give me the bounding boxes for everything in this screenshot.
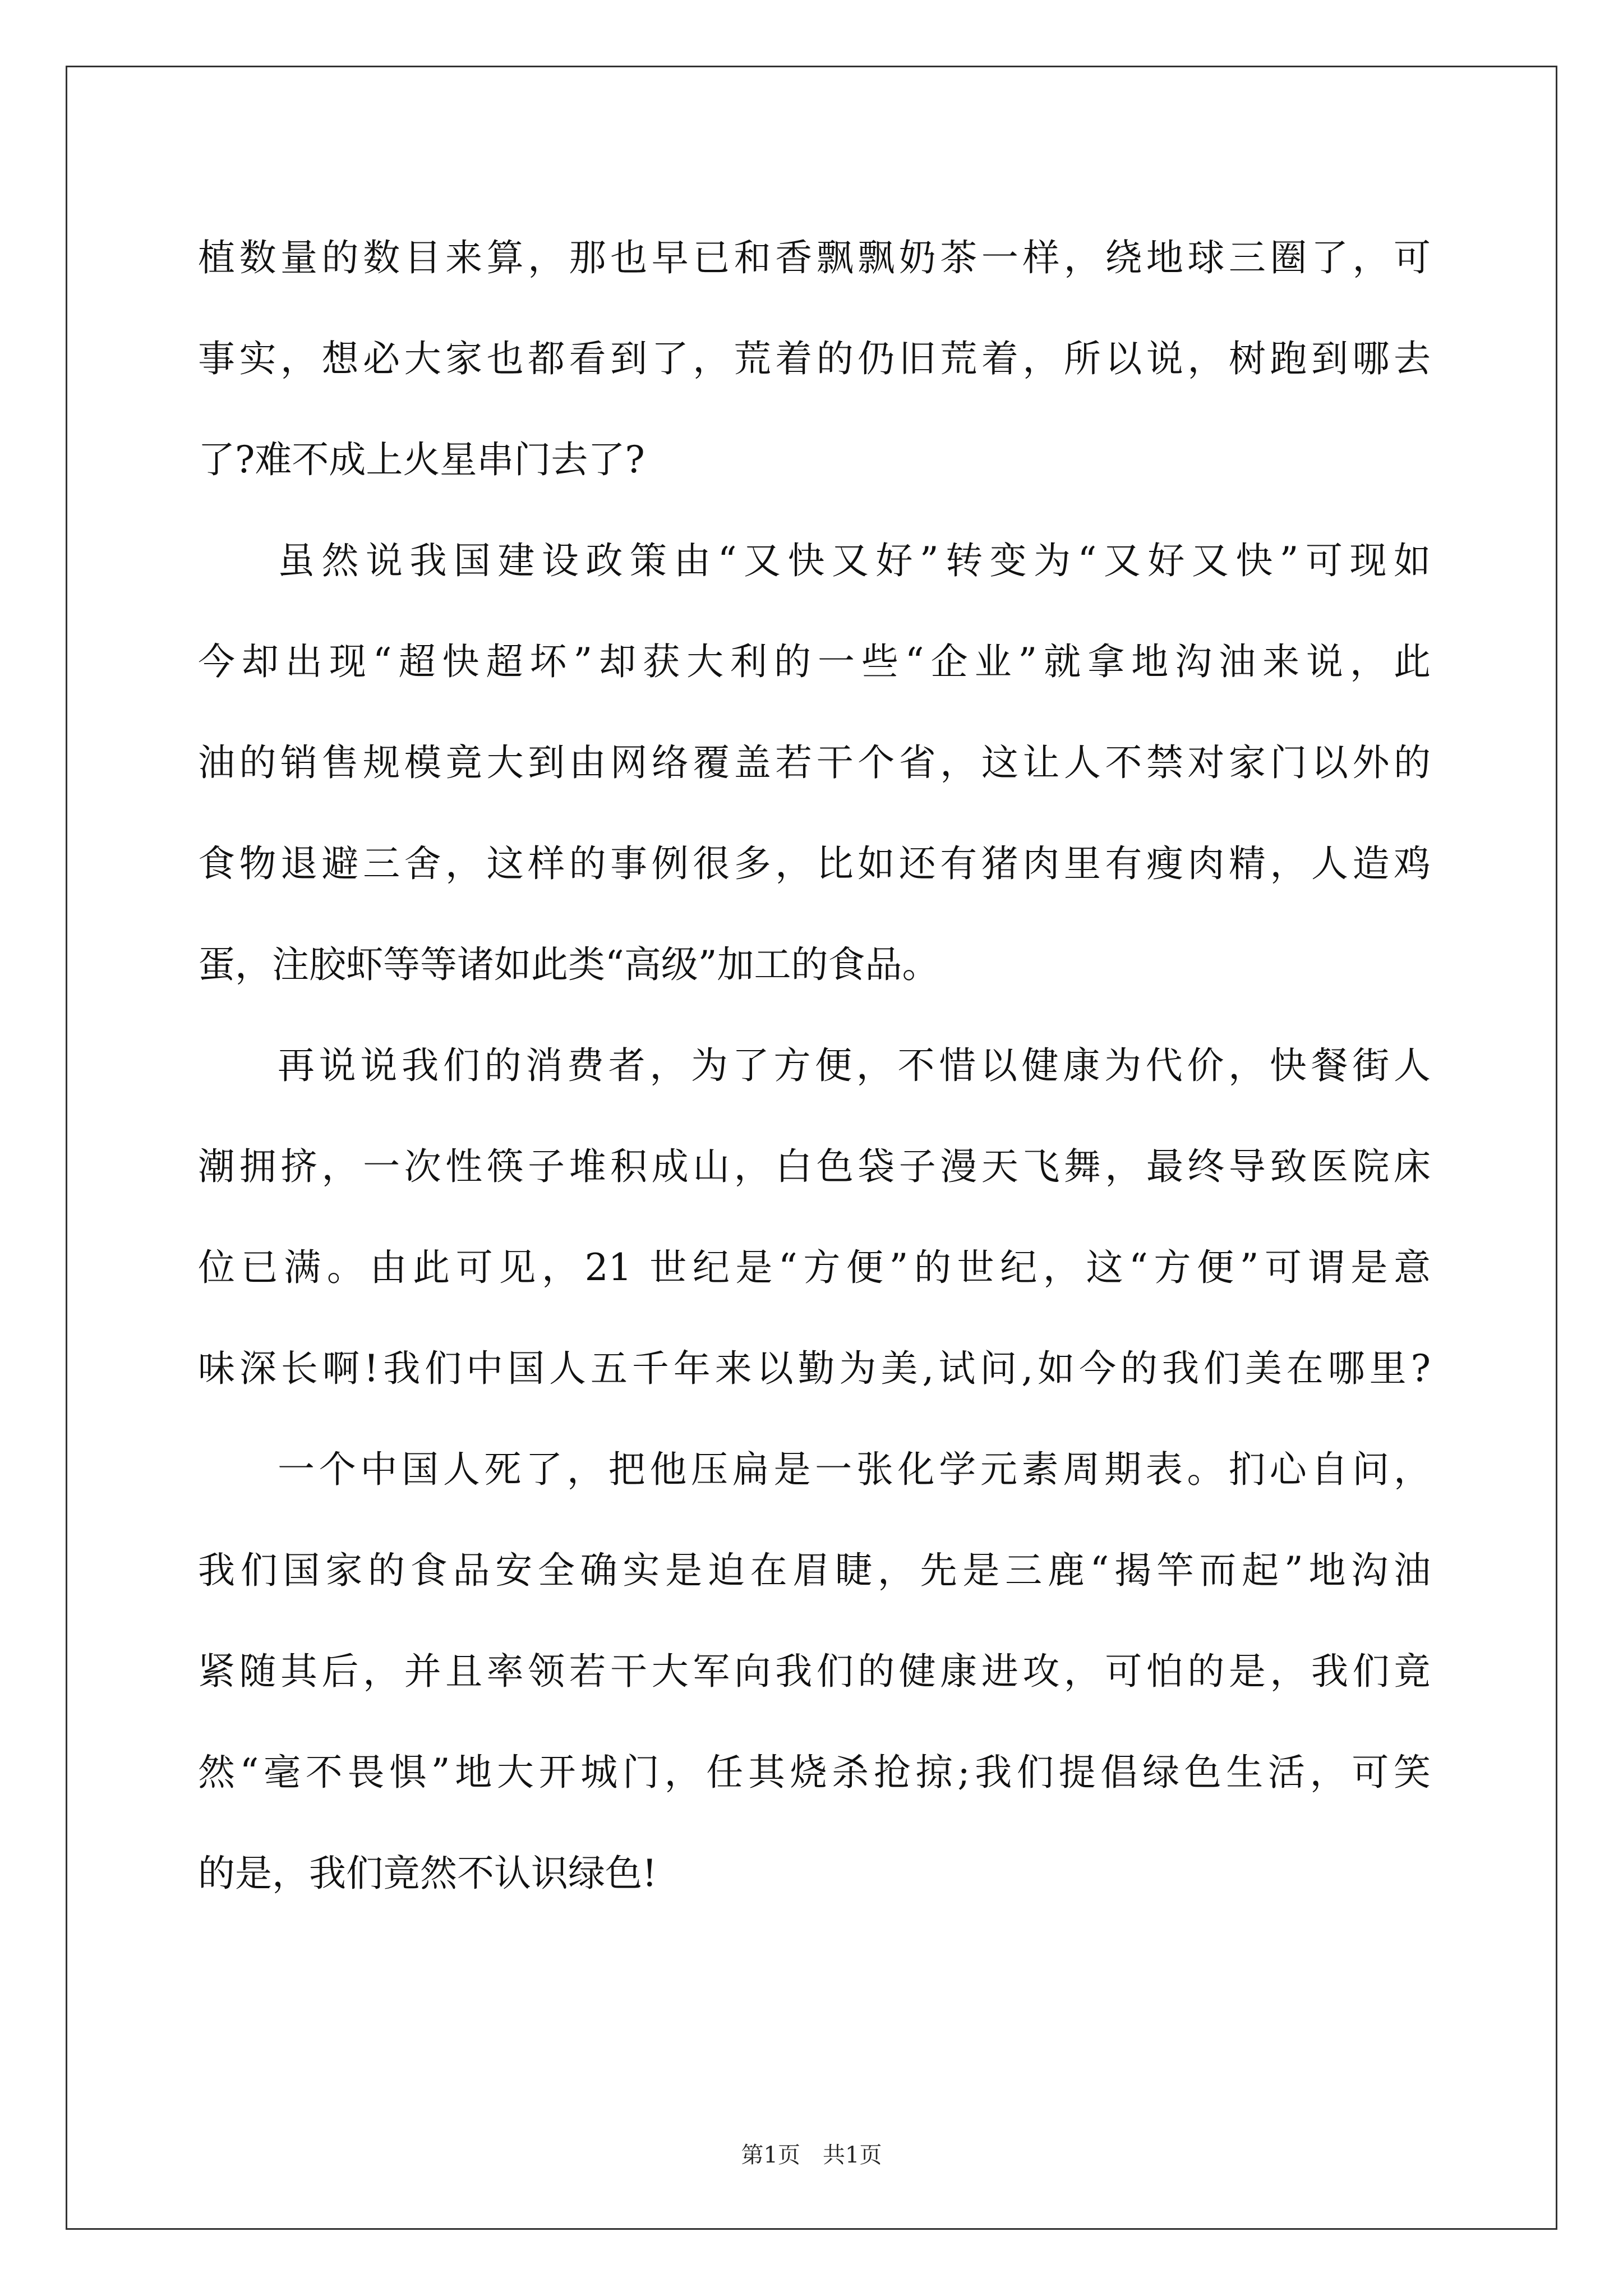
text-line: 今却出现“超快超坏”却获大利的一些“企业”就拿地沟油来说，此 — [198, 640, 1431, 683]
paragraph-first-line: 一个中国人死了，把他压扁是一张化学元素周期表。扪心自问， — [278, 1448, 1431, 1491]
text-line: 潮拥挤，一次性筷子堆积成山，白色袋子漫天飞舞，最终导致医院床 — [198, 1145, 1431, 1188]
page-number-footer: 第1页 共1页 — [741, 2142, 882, 2168]
text-line: 我们国家的食品安全确实是迫在眉睫，先是三鹿“揭竿而起”地沟油 — [198, 1549, 1431, 1592]
text-line: 紧随其后，并且率领若干大军向我们的健康进攻，可怕的是，我们竟 — [198, 1650, 1431, 1693]
text-line: 了?难不成上火星串门去了? — [198, 438, 645, 481]
text-line: 事实，想必大家也都看到了，荒着的仍旧荒着，所以说，树跑到哪去 — [198, 337, 1431, 380]
text-line: 蛋，注胶虾等等诸如此类“高级”加工的食品。 — [198, 943, 939, 986]
paragraph-first-line: 再说说我们的消费者，为了方便，不惜以健康为代价，快餐街人 — [278, 1044, 1431, 1087]
text-line: 味深长啊!我们中国人五千年来以勤为美,试问,如今的我们美在哪里? — [198, 1347, 1431, 1390]
text-line: 的是，我们竟然不认识绿色! — [198, 1852, 657, 1895]
text-line: 油的销售规模竟大到由网络覆盖若干个省，这让人不禁对家门以外的 — [198, 741, 1431, 784]
text-line: 食物退避三舍，这样的事例很多，比如还有猪肉里有瘦肉精，人造鸡 — [198, 842, 1431, 885]
text-line: 位已满。由此可见，21 世纪是“方便”的世纪，这“方便”可谓是意 — [198, 1246, 1431, 1289]
text-line: 然“毫不畏惧”地大开城门，任其烧杀抢掠;我们提倡绿色生活，可笑 — [198, 1751, 1431, 1794]
paragraph-first-line: 虽然说我国建设政策由“又快又好”转变为“又好又快”可现如 — [278, 539, 1431, 582]
document-body — [198, 208, 1431, 1924]
text-line: 植数量的数目来算，那也早已和香飘飘奶茶一样，绕地球三圈了，可 — [198, 236, 1431, 279]
